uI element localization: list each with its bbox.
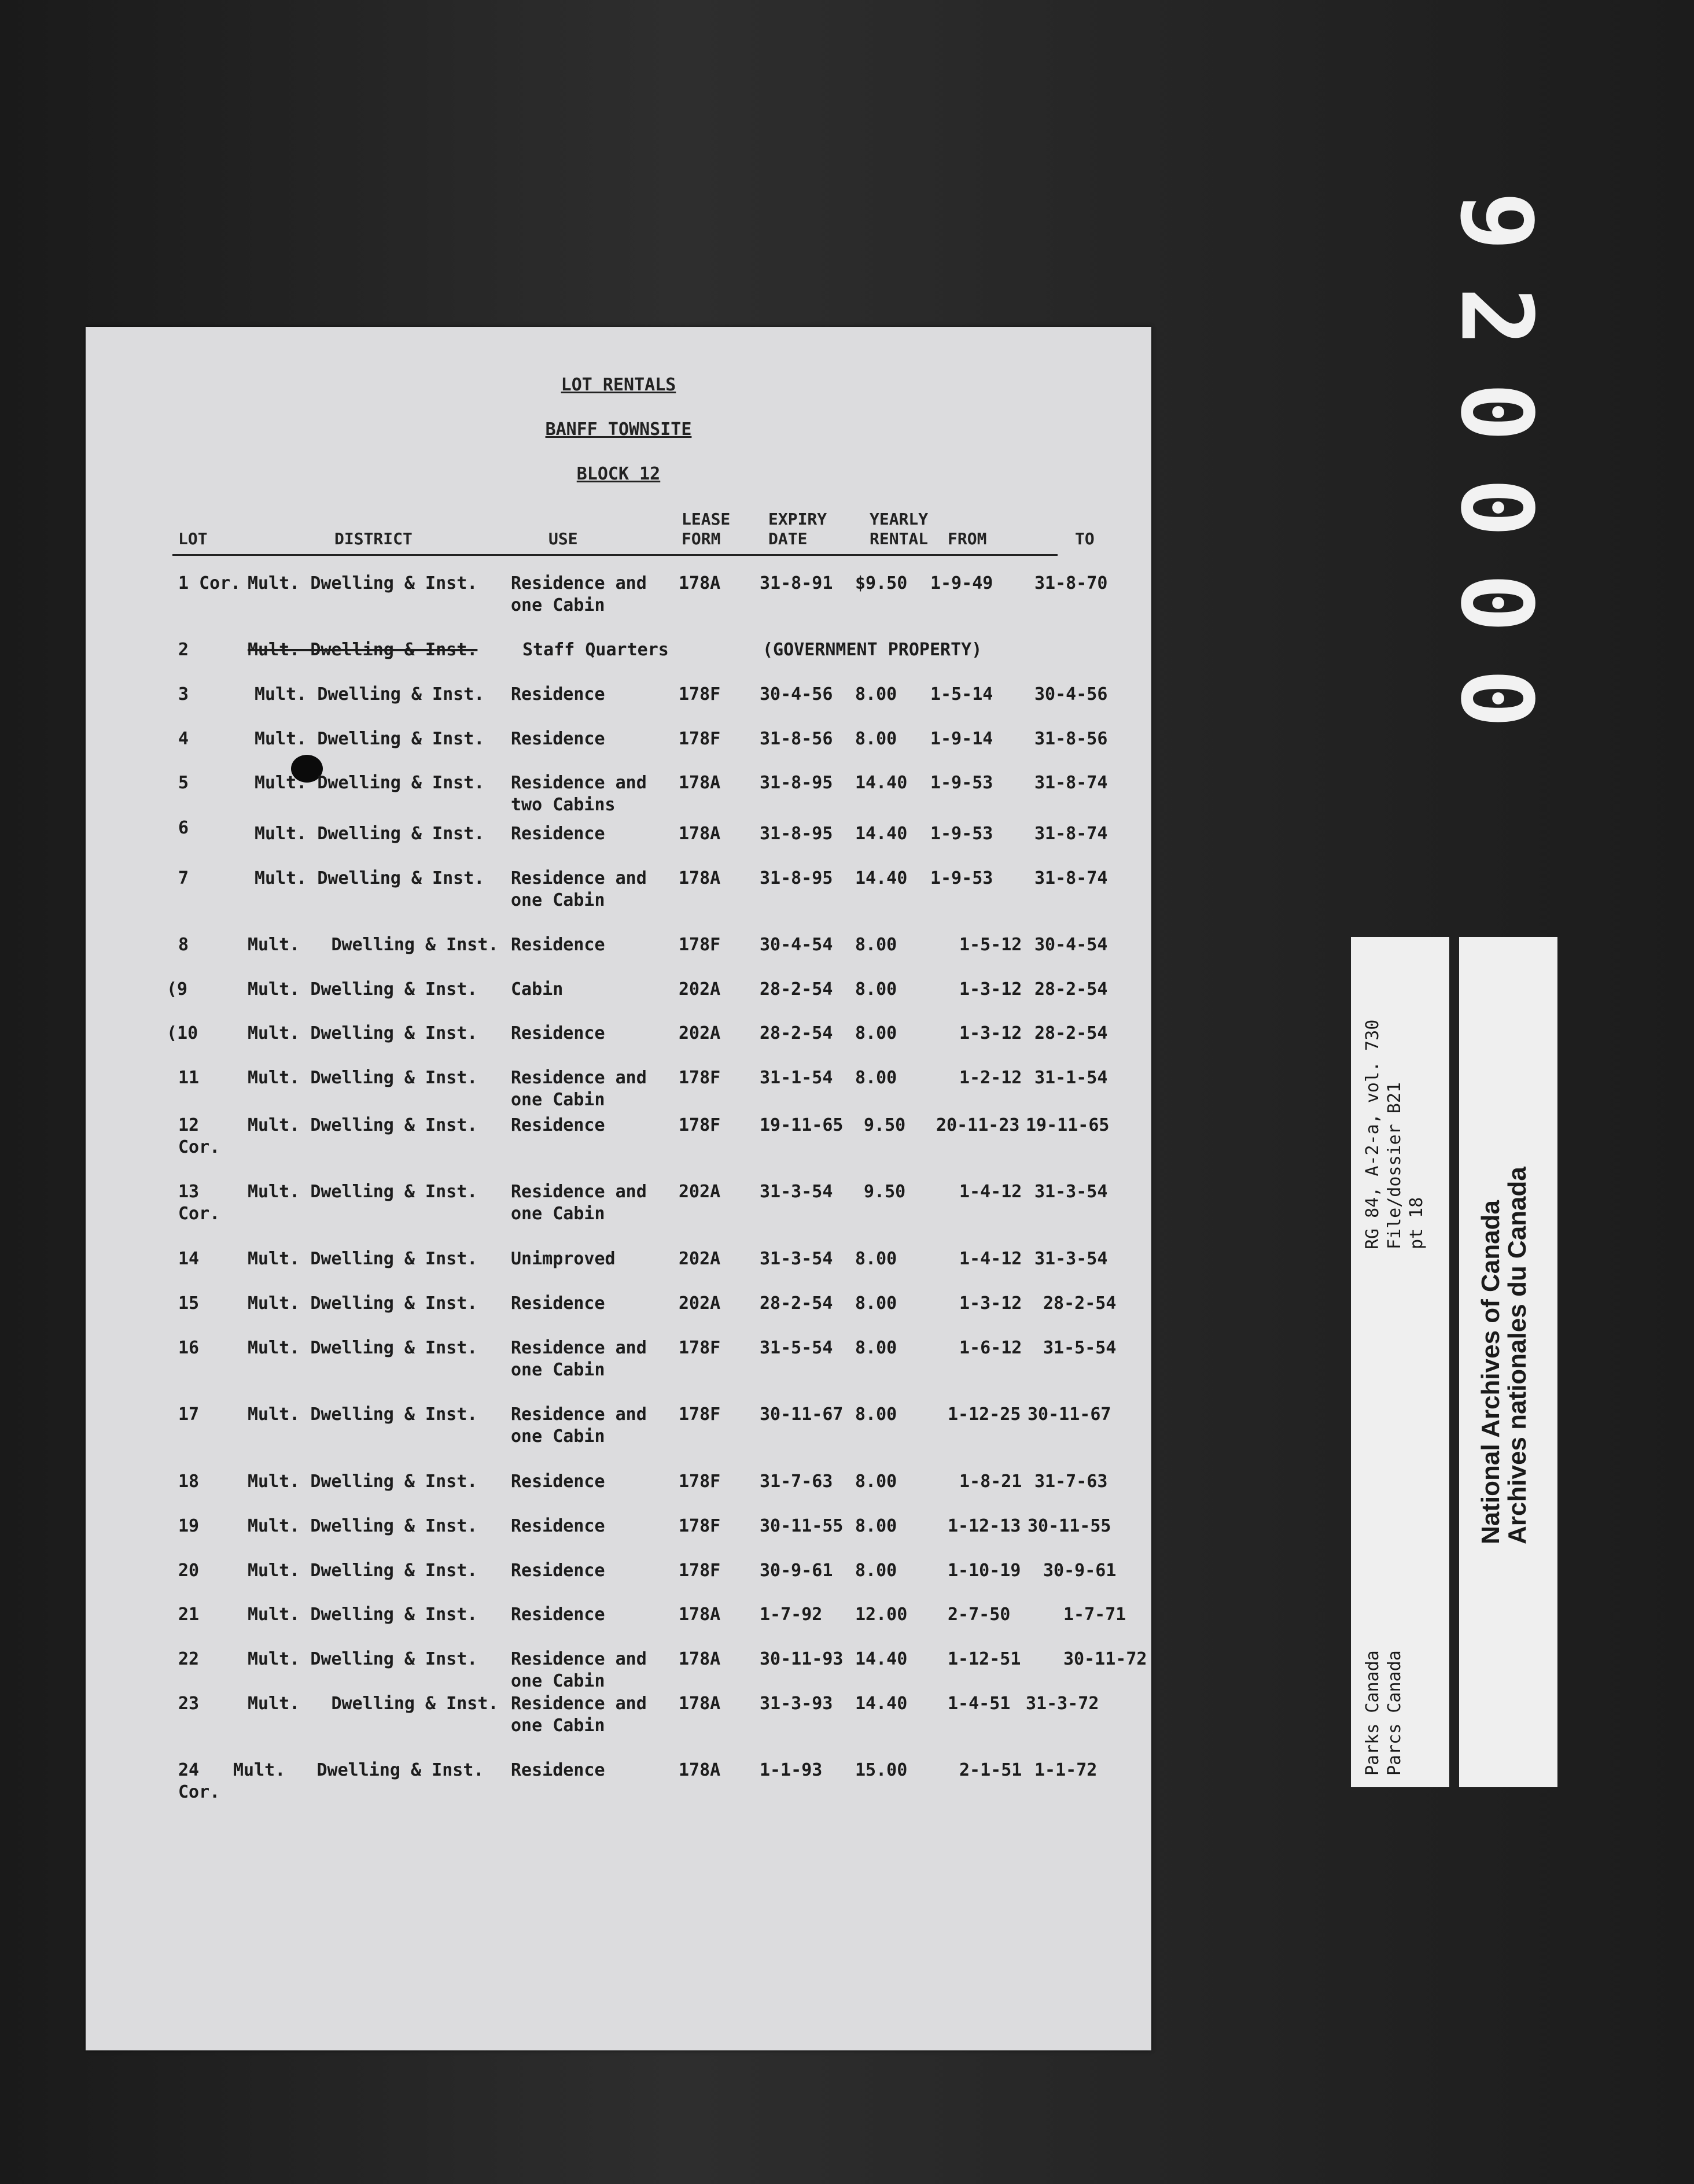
to-cell: 31-3-54 (1034, 1249, 1108, 1269)
table-row (86, 817, 1151, 864)
part-text: pt 18 (1406, 1197, 1427, 1249)
from-cell: 1-9-53 (930, 824, 993, 844)
from-cell: 1-6-12 (959, 1338, 1022, 1358)
expiry-cell: 30-4-54 (760, 935, 833, 955)
rental-cell: $9.50 (855, 573, 908, 593)
from-cell: 1-4-12 (959, 1249, 1022, 1269)
expiry-cell: 28-2-54 (760, 1293, 833, 1314)
lot-cell: 20 (178, 1560, 200, 1581)
rental-cell: 8.00 (855, 684, 897, 704)
reference-text: RG 84, A-2-a, vol. 730 (1362, 1019, 1383, 1249)
rental-cell: 8.00 (855, 1338, 897, 1358)
header-yearly-rental-1: YEARLY (870, 510, 929, 529)
lease-form-cell: 178F (679, 1068, 721, 1088)
expiry-cell: 31-8-91 (760, 573, 833, 593)
table-row (86, 1693, 1151, 1739)
expiry-cell: 31-3-54 (760, 1182, 833, 1202)
use-cell: Residence (511, 1604, 605, 1625)
expiry-cell: 28-2-54 (760, 1023, 833, 1043)
lot-cell: 6 (178, 818, 189, 838)
district-cell: Mult. Dwelling & Inst. (248, 1338, 478, 1358)
use-cell: Residence and one Cabin (511, 1404, 647, 1447)
lot-cell: 15 (178, 1293, 200, 1314)
from-cell: 1-4-51 (948, 1694, 1011, 1714)
use-cell: Residence (511, 824, 605, 844)
to-cell: 28-2-54 (1034, 979, 1108, 999)
table-row (86, 934, 1151, 980)
lease-form-cell: 178F (679, 729, 721, 749)
to-cell: 30-11-72 (1063, 1649, 1147, 1669)
table-row (86, 728, 1151, 774)
table-row (86, 1515, 1151, 1562)
table-row (86, 1293, 1151, 1339)
use-cell: Residence and one Cabin (511, 868, 647, 910)
block-heading: BLOCK 12 (576, 464, 661, 484)
lot-cell: 13 Cor. (178, 1182, 220, 1224)
district-cell: Mult. Dwelling & Inst. (255, 684, 485, 704)
rental-cell: 14.40 (855, 773, 908, 793)
table-row (86, 1067, 1151, 1113)
rental-cell: 8.00 (855, 1560, 897, 1581)
rental-cell: 8.00 (855, 979, 897, 999)
expiry-cell: 31-1-54 (760, 1068, 833, 1088)
table-row (86, 979, 1151, 1025)
header-to: TO (1075, 529, 1095, 548)
archive-label-reference (1351, 937, 1449, 1787)
rental-cell: 8.00 (855, 1023, 897, 1043)
district-cell: Mult. Dwelling & Inst. (248, 1404, 478, 1425)
district-cell: Mult. Dwelling & Inst. (255, 824, 485, 844)
expiry-cell: 30-11-93 (760, 1649, 844, 1669)
lease-form-cell: 178A (679, 1760, 721, 1780)
expiry-cell: 30-9-61 (760, 1560, 833, 1581)
lease-form-cell: 202A (679, 979, 721, 999)
district-cell: Mult. Dwelling & Inst. (248, 1249, 478, 1269)
to-cell: 31-8-70 (1034, 573, 1108, 593)
to-cell: 31-3-72 (1026, 1694, 1099, 1714)
to-cell: 19-11-65 (1026, 1115, 1110, 1135)
lease-form-cell: 178F (679, 1560, 721, 1581)
lease-form-cell: 202A (679, 1249, 721, 1269)
header-rule (172, 554, 1058, 556)
lease-form-cell: 178A (679, 1604, 721, 1625)
district-cell: Mult. Dwelling & Inst. (248, 1604, 478, 1625)
lease-form-cell: 178F (679, 1516, 721, 1536)
to-cell: 31-8-74 (1034, 868, 1108, 888)
header-lot: LOT (178, 529, 208, 548)
rental-cell: 14.40 (855, 1694, 908, 1714)
use-cell: Residence (511, 1560, 605, 1581)
expiry-cell: 19-11-65 (760, 1115, 844, 1135)
to-cell: 31-1-54 (1034, 1068, 1108, 1088)
lease-form-cell: 178F (679, 1471, 721, 1492)
institution-fr-text: Archives nationales du Canada (1503, 1167, 1531, 1544)
to-cell: 31-3-54 (1034, 1182, 1108, 1202)
district-cell: Mult. Dwelling & Inst. (233, 1760, 484, 1780)
to-cell: 31-7-63 (1034, 1471, 1108, 1492)
from-cell: 1-9-49 (930, 573, 993, 593)
table-row (86, 1181, 1151, 1227)
use-cell: Residence and one Cabin (511, 1649, 647, 1691)
from-cell: 1-3-12 (959, 1293, 1022, 1314)
to-cell: 28-2-54 (1043, 1293, 1117, 1314)
frame-digit: 0 (1438, 478, 1553, 537)
expiry-cell: 31-8-56 (760, 729, 833, 749)
lot-cell: 3 (178, 684, 189, 704)
from-cell: 2-7-50 (948, 1604, 1011, 1625)
district-cell: Mult. Dwelling & Inst. (255, 868, 485, 888)
lease-form-cell: 178F (679, 1115, 721, 1135)
from-cell: 1-12-13 (948, 1516, 1021, 1536)
to-cell: 31-8-74 (1034, 824, 1108, 844)
district-cell-struck: Mult. Dwelling & Inst. (248, 640, 478, 660)
district-cell: Mult. Dwelling & Inst. (255, 729, 485, 749)
from-cell: 1-12-51 (948, 1649, 1021, 1669)
rental-cell: 8.00 (855, 1404, 897, 1425)
district-cell: Mult. Dwelling & Inst. (248, 1182, 478, 1202)
expiry-cell: 31-5-54 (760, 1338, 833, 1358)
rental-cell: 9.50 (864, 1115, 906, 1135)
expiry-cell: 31-3-93 (760, 1694, 833, 1714)
rental-cell: 8.00 (855, 1471, 897, 1492)
table-row (86, 1337, 1151, 1384)
from-cell: 1-12-25 (948, 1404, 1021, 1425)
use-cell: Cabin (511, 979, 564, 999)
to-cell: 30-4-54 (1034, 935, 1108, 955)
district-cell: Mult. Dwelling & Inst. (248, 1694, 499, 1714)
lease-form-cell: 178F (679, 1338, 721, 1358)
from-cell: 1-3-12 (959, 979, 1022, 999)
lot-cell: 4 (178, 729, 189, 749)
rental-cell: 8.00 (855, 729, 897, 749)
expiry-cell: 31-8-95 (760, 824, 833, 844)
frame-digit: 0 (1438, 669, 1553, 728)
lease-form-cell: 178A (679, 824, 721, 844)
district-cell: Mult. Dwelling & Inst. (248, 1471, 478, 1492)
use-cell: Residence and two Cabins (511, 773, 647, 815)
lot-cell: 21 (178, 1604, 200, 1625)
document-subtitle: BANFF TOWNSITE (545, 419, 692, 440)
expiry-cell: 31-7-63 (760, 1471, 833, 1492)
from-cell: 1-5-12 (959, 935, 1022, 955)
lease-form-cell: 178A (679, 1649, 721, 1669)
lot-cell: 18 (178, 1471, 200, 1492)
to-cell: 30-11-55 (1028, 1516, 1111, 1536)
to-cell: 30-4-56 (1034, 684, 1108, 704)
use-cell: Residence (511, 1760, 605, 1780)
table-row (86, 1648, 1151, 1695)
lot-cell: 2 (178, 640, 189, 660)
lease-form-cell: 178A (679, 573, 721, 593)
use-cell: Residence (511, 1115, 605, 1135)
from-cell: 1-5-14 (930, 684, 993, 704)
from-cell: 1-4-12 (959, 1182, 1022, 1202)
lot-cell: (9 (167, 979, 188, 999)
district-cell: Mult. Dwelling & Inst. (248, 979, 478, 999)
lot-cell: 22 (178, 1649, 200, 1669)
table-row (86, 772, 1151, 818)
to-cell: 31-8-74 (1034, 773, 1108, 793)
use-cell: Residence (511, 1471, 605, 1492)
table-row (86, 684, 1151, 730)
expiry-cell: 31-8-95 (760, 868, 833, 888)
document-title: LOT RENTALS (561, 375, 676, 395)
lot-cell: 8 (178, 935, 189, 955)
district-cell: Mult. Dwelling & Inst. (248, 1516, 478, 1536)
lot-cell: 23 (178, 1694, 200, 1714)
use-cell: Residence and one Cabin (511, 1068, 647, 1110)
table-row (86, 639, 1151, 685)
rental-cell: 15.00 (855, 1760, 908, 1780)
table-row (86, 1759, 1151, 1806)
district-cell: Mult. Dwelling & Inst. (248, 1560, 478, 1581)
to-cell: 30-9-61 (1043, 1560, 1117, 1581)
from-cell: 1-9-53 (930, 773, 993, 793)
lease-form-cell: 178F (679, 684, 721, 704)
expiry-cell: 30-11-67 (760, 1404, 844, 1425)
lease-form-cell: 178F (679, 1404, 721, 1425)
district-cell: Mult. Dwelling & Inst. (248, 1068, 478, 1088)
rental-cell: 8.00 (855, 935, 897, 955)
table-row (86, 1023, 1151, 1069)
lot-cell: 1 Cor. (178, 573, 241, 593)
header-from: FROM (948, 529, 987, 548)
lot-cell: 7 (178, 868, 189, 888)
district-cell: Mult. Dwelling & Inst. (248, 1115, 478, 1135)
lease-form-cell: 178A (679, 868, 721, 888)
to-cell: 1-1-72 (1034, 1760, 1098, 1780)
rental-cell: 14.40 (855, 824, 908, 844)
expiry-cell: 31-8-95 (760, 773, 833, 793)
archive-label-institution (1459, 937, 1557, 1787)
from-cell: 1-9-53 (930, 868, 993, 888)
lot-cell: 19 (178, 1516, 200, 1536)
lot-cell: 16 (178, 1338, 200, 1358)
rental-cell: 14.40 (855, 1649, 908, 1669)
rental-cell: 8.00 (855, 1293, 897, 1314)
lease-form-cell: 202A (679, 1023, 721, 1043)
institution-en-text: National Archives of Canada (1476, 1200, 1505, 1544)
header-use: USE (548, 529, 578, 548)
expiry-cell: 1-7-92 (760, 1604, 823, 1625)
use-cell: Residence (511, 1023, 605, 1043)
to-cell: 28-2-54 (1034, 1023, 1108, 1043)
table-row (86, 1604, 1151, 1650)
government-property-note: (GOVERNMENT PROPERTY) (763, 640, 982, 660)
lot-cell: 11 (178, 1068, 200, 1088)
lot-cell: 17 (178, 1404, 200, 1425)
from-cell: 1-10-19 (948, 1560, 1021, 1581)
district-cell: Mult. Dwelling & Inst. (255, 773, 485, 793)
expiry-cell: 1-1-93 (760, 1760, 823, 1780)
from-cell: 1-2-12 (959, 1068, 1022, 1088)
lease-form-cell: 202A (679, 1293, 721, 1314)
frame-number (1438, 174, 1553, 746)
frame-digit: 2 (1438, 287, 1553, 346)
use-cell: Residence (511, 1293, 605, 1314)
use-cell: Staff Quarters (522, 640, 669, 660)
table-row (86, 1115, 1151, 1161)
from-cell: 20-11-23 (936, 1115, 1020, 1135)
frame-digit: 9 (1438, 191, 1553, 251)
header-yearly-rental-2: RENTAL (870, 529, 929, 548)
header-district: DISTRICT (334, 529, 413, 548)
table-row (86, 573, 1151, 619)
document-page (86, 327, 1151, 2050)
lot-cell: 12 Cor. (178, 1115, 220, 1157)
use-cell: Residence and one Cabin (511, 573, 647, 615)
expiry-cell: 30-11-55 (760, 1516, 844, 1536)
use-cell: Unimproved (511, 1249, 616, 1269)
use-cell: Residence (511, 729, 605, 749)
from-cell: 1-8-21 (959, 1471, 1022, 1492)
department-fr-text: Parcs Canada (1384, 1650, 1405, 1776)
use-cell: Residence and one Cabin (511, 1338, 647, 1380)
table-row (86, 1248, 1151, 1294)
frame-digit: 0 (1438, 382, 1553, 442)
to-cell: 31-5-54 (1043, 1338, 1117, 1358)
department-en-text: Parks Canada (1362, 1650, 1383, 1776)
lease-form-cell: 178A (679, 1694, 721, 1714)
lease-form-cell: 202A (679, 1182, 721, 1202)
use-cell: Residence and one Cabin (511, 1182, 647, 1224)
header-expiry-date-1: EXPIRY (768, 510, 827, 529)
rental-cell: 14.40 (855, 868, 908, 888)
lot-cell: (10 (167, 1023, 198, 1043)
from-cell: 1-9-14 (930, 729, 993, 749)
from-cell: 2-1-51 (959, 1760, 1022, 1780)
frame-digit: 0 (1438, 573, 1553, 633)
table-row (86, 868, 1151, 914)
from-cell: 1-3-12 (959, 1023, 1022, 1043)
lease-form-cell: 178F (679, 935, 721, 955)
rental-cell: 12.00 (855, 1604, 908, 1625)
header-expiry-date-2: DATE (768, 529, 808, 548)
rental-cell: 8.00 (855, 1068, 897, 1088)
to-cell: 31-8-56 (1034, 729, 1108, 749)
use-cell: Residence (511, 684, 605, 704)
expiry-cell: 30-4-56 (760, 684, 833, 704)
file-text: File/dossier B21 (1384, 1082, 1405, 1249)
lot-cell: 14 (178, 1249, 200, 1269)
table-row (86, 1560, 1151, 1606)
district-cell: Mult. Dwelling & Inst. (248, 1023, 478, 1043)
lot-cell: 5 (178, 773, 189, 793)
to-cell: 30-11-67 (1028, 1404, 1111, 1425)
use-cell: Residence and one Cabin (511, 1694, 647, 1736)
table-row (86, 1825, 1151, 1871)
expiry-cell: 31-3-54 (760, 1249, 833, 1269)
expiry-cell: 28-2-54 (760, 979, 833, 999)
table-row (86, 1404, 1151, 1450)
use-cell: Residence (511, 1516, 605, 1536)
header-lease-form-1: LEASE (682, 510, 731, 529)
to-cell: 1-7-71 (1063, 1604, 1126, 1625)
district-cell: Mult. Dwelling & Inst. (248, 1649, 478, 1669)
rental-cell: 8.00 (855, 1249, 897, 1269)
rental-cell: 8.00 (855, 1516, 897, 1536)
district-cell: Mult. Dwelling & Inst. (248, 1293, 478, 1314)
use-cell: Residence (511, 935, 605, 955)
district-cell: Mult. Dwelling & Inst. (248, 573, 478, 593)
lot-cell: 24 Cor. (178, 1760, 220, 1802)
table-row (86, 1471, 1151, 1517)
rental-cell: 9.50 (864, 1182, 906, 1202)
header-lease-form-2: FORM (682, 529, 721, 548)
district-cell: Mult. Dwelling & Inst. (248, 935, 499, 955)
lease-form-cell: 178A (679, 773, 721, 793)
